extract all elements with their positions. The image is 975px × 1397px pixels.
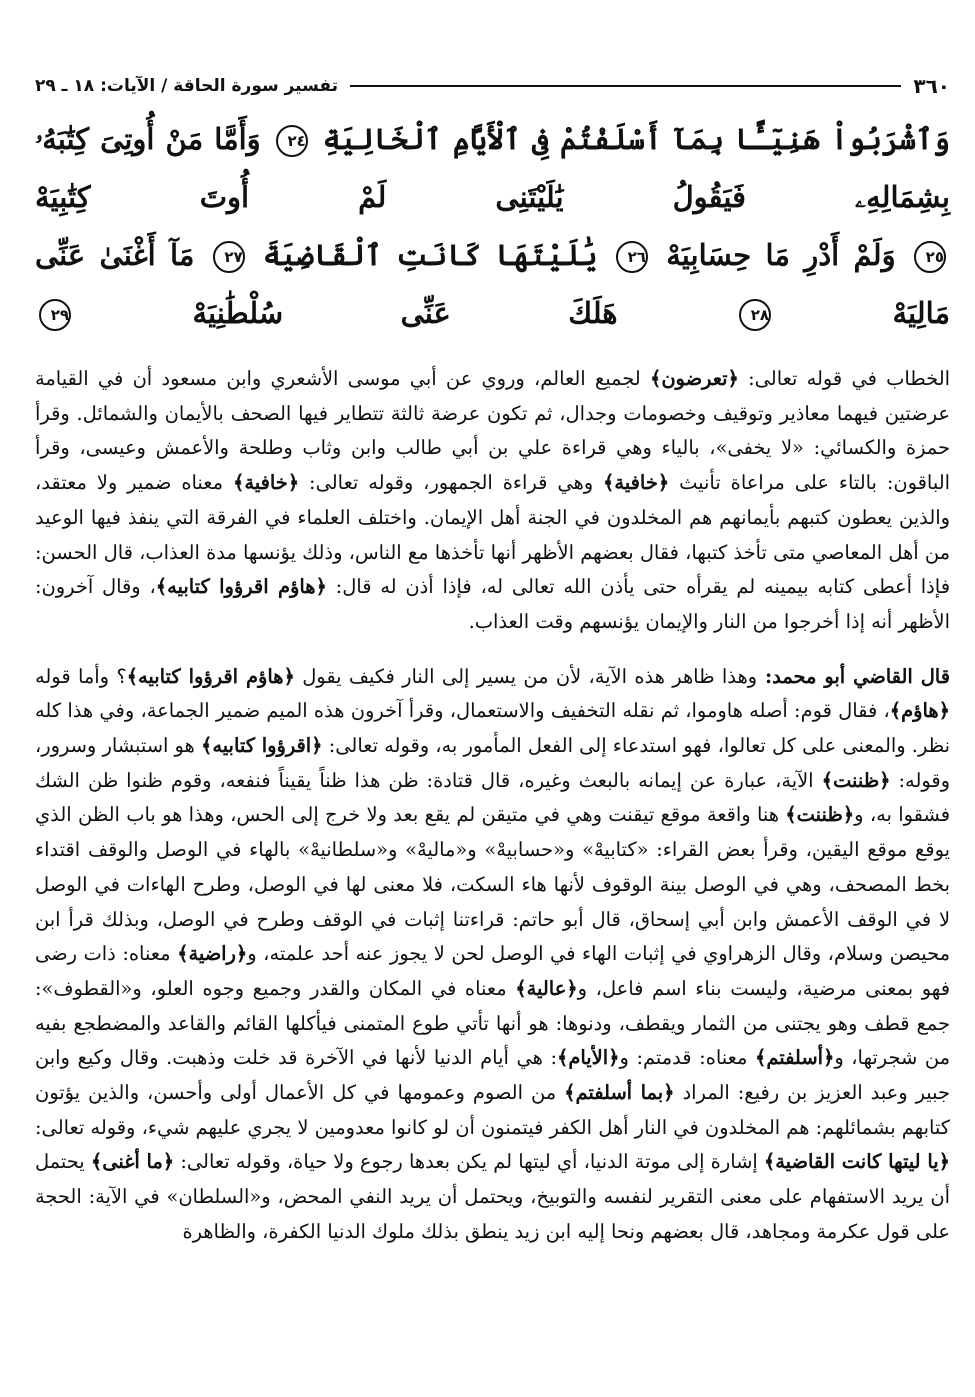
quoted-term: ﴿هاؤم اقرؤوا كتابيه﴾ bbox=[126, 664, 295, 688]
paragraph-text: الآية، عبارة عن إيمانه بالبعث وغيره، قال قتادة: ظن هذا ظناً يقيناً فنفعه، وقوم ظنوا ظن الشك فشقوا به، و bbox=[35, 768, 950, 827]
paragraph-text: ؟ وأما قوله bbox=[35, 664, 127, 688]
commentary-paragraph bbox=[35, 660, 950, 1250]
quoted-term: ﴿خافية﴾ bbox=[232, 471, 300, 495]
paragraph-text: معناه: قدمتم: و bbox=[619, 1046, 755, 1070]
paragraph-text: يحتمل أن يريد الاستفهام على معنى التقرير لنفسه والتوبيخ، ويحتمل أن يريد النفي المحض، و«السلطان» في الآية: الحجة على قول عكرمة ومجاهد، قال بعضهم ونحا إليه ابن زيد ينطق بذلك ملوك الدنيا الكفرة، والظاهرة bbox=[35, 1150, 950, 1243]
verse-text: وَأَمَّا مَنْ أُوتِىَ كِتَٰبَهُۥ بِشِمَالِهِۦ فَيَقُولُ يَٰلَيْتَنِى لَمْ أُوتَ كِتَٰبِيَهْ bbox=[35, 122, 950, 214]
paragraph-text: وهذا ظاهر هذه الآية، لأن من يسير إلى النار فكيف يقول bbox=[294, 664, 758, 688]
paragraph-text: من الصوم وعمومها في كل الأعمال أولى وأحسن، والذين يؤتون كتابهم بشمائلهم: هم المخلدون في النار أهل الكفر فيتمنون أن لو كانوا معدومين لا يجري عليهم شيء، وقوله تعالى: bbox=[35, 1081, 950, 1139]
paragraph-text: هو استبشار وسرور، وقوله: bbox=[35, 734, 951, 792]
paragraph-text: : هي أيام الدنيا لأنها في الآخرة قد خلت وذهبت. وقال وكيع وابن جبير وعبد العزيز بن رفيع: المراد bbox=[35, 1046, 950, 1105]
paragraph-text: إشارة إلى موتة الدنيا، أي ليتها لم يكن بعدها رجوع ولا حياة، وقوله تعالى: bbox=[174, 1150, 764, 1174]
quoted-term: ﴿راضية﴾ bbox=[177, 942, 248, 966]
quoted-term: قال القاضي أبو محمد: bbox=[757, 664, 950, 688]
verse-number-marker: ٢٤ bbox=[276, 125, 308, 157]
quoted-term: ﴿عالية﴾ bbox=[515, 976, 578, 1000]
quoted-term: ﴿هاؤم اقرؤوا كتابيه﴾ bbox=[155, 575, 327, 599]
paragraph-text: ، فقال قوم: أصله هاوموا، ثم نقله التخفيف والاستعمال، وقرأ آخرون هذه الميم ضمير الجماعة، وفي هذا كله نظر. والمعنى على كل تعالوا، فهو استدعاء إلى الفعل المأمور به، وقوله تعالى: bbox=[35, 699, 950, 758]
verse-text: وَلَمْ أَدْرِ مَا حِسَابِيَهْ bbox=[666, 238, 896, 272]
verse-text: هَلَكَ عَنِّى سُلْطَٰنِيَهْ bbox=[192, 296, 618, 330]
verse-number-marker: ٢٧ bbox=[213, 241, 245, 273]
paragraph-text: ، وقال آخرون: الأظهر أنه إذا أخرجوا من النار والإيمان يؤنسهم وقت العذاب. bbox=[35, 575, 950, 633]
verse-number-marker: ٢٨ bbox=[739, 299, 771, 331]
quoted-term: ﴿بما أسلفتم﴾ bbox=[564, 1081, 675, 1105]
paragraph-text: معناه ضمير ولا معتقد، والذين يعطون كتبهم بأيمانهم هم المخلدون في الجنة أهل الإيمان. واختلف العلماء في الفرقة التي ينفذ فيها الوعيد من أهل المعاصي متى تأخذ كتبها، فقال بعضهم الأظهر أنها تأخذها مع الناس، وذلك يؤنسها مدة العذاب، قال الحسن: فإذا أعطى كتابه بيمينه لم يقرأه حتى يأذن الله تعالى له، فإذا أذن له قال: bbox=[35, 471, 950, 599]
verse-text: مَآ أَغْنَىٰ عَنِّى مَالِيَهْ bbox=[35, 238, 950, 330]
quoted-term: ﴿يا ليتها كانت القاضية﴾ bbox=[763, 1150, 950, 1174]
verse-line-2 bbox=[35, 226, 950, 342]
verse-text: وَٱشْرَبُواْ هَنِيٓـًٔا بِمَآ أَسْلَفْتُمْ فِى ٱلْأَيَّامِ ٱلْخَالِيَةِ bbox=[322, 122, 950, 156]
quoted-term: ﴿تعرضون﴾ bbox=[649, 367, 739, 390]
quoted-term: ﴿ما أغنى﴾ bbox=[90, 1150, 175, 1174]
paragraph-text: لجميع العالم، وروي عن أبي موسى الأشعري وابن مسعود أن في القيامة عرضتين فيهما معاذير وتوقيف وخصومات وجدال، ثم تكون عرضة ثالثة تتطاير فيها الصحف بالأيمان والشمائل. وقرأ حمزة والكسائي: «لا يخفى»، بالياء وهي قراءة علي بن أبي طالب وابن وثاب وطلحة والأعمش وعيسى، وقرأ الباقون: بالتاء على مراعاة تأنيث bbox=[35, 367, 950, 495]
paragraph-text: الخطاب في قوله تعالى: bbox=[738, 367, 950, 390]
quoted-term: ﴿هاؤم﴾ bbox=[889, 699, 950, 723]
quoted-term: ﴿ظننت﴾ bbox=[785, 803, 855, 827]
running-title: تفسير سورة الحاقة / الآيات: ١٨ ـ ٢٩ bbox=[35, 76, 339, 96]
page bbox=[35, 70, 950, 1270]
paragraph-text: معناه: ذات رضى فهو بمعنى مرضية، وليست بناء اسم فاعل، و bbox=[35, 942, 950, 1000]
header-rule bbox=[350, 85, 901, 87]
verse-number-marker: ٢٩ bbox=[39, 299, 71, 331]
quoted-term: ﴿اقرؤوا كتابيه﴾ bbox=[200, 734, 323, 758]
paragraph-text: وهي قراءة الجمهور، وقوله تعالى: bbox=[299, 471, 604, 495]
verse-line-1 bbox=[35, 110, 950, 226]
paragraph-text: هنا واقعة موقع تيقنت وهي في متيقن لم يقع بعد ولا خرج إلى الحس، وهذا هو باب الظن الذي يوقع موقع اليقين، وقرأ بعض القراء: «كتابيهْ» و«حسابيهْ» و«ماليهْ» و«سلطانيهْ» بالهاء في الوصل والوقف اقتداء بخط المصحف، وهي في الوصل بينة الوقوف لأنها هاء السكت، فلا معنى لها في الوصل، وطرح الهاءات في الوصل لا في الوقف الأعمش وابن أبي إسحاق، قال أبو حاتم: قراءتنا إثبات في الوقف وطرح في الوصل، وبذلك قرأ ابن محيصن وسلام، وقال الزهراوي في إثبات الهاء في الوصل لحن لا يجوز عنه أحد علمته، و bbox=[35, 803, 951, 966]
page-number: ٣٦٠ bbox=[913, 74, 950, 98]
verse-number-marker: ٢٥ bbox=[914, 241, 946, 273]
verse-text: يَٰلَيْتَهَا كَانَتِ ٱلْقَاضِيَةَ bbox=[263, 238, 598, 272]
page-header bbox=[35, 70, 950, 102]
quoted-term: ﴿الأيام﴾ bbox=[557, 1046, 620, 1070]
quoted-term: ﴿أسلفتم﴾ bbox=[754, 1046, 835, 1070]
quoted-term: ﴿ظننت﴾ bbox=[821, 768, 891, 792]
quran-verses bbox=[35, 110, 950, 342]
commentary-paragraph bbox=[35, 362, 950, 640]
paragraph-text: معناه في المكان والقدر وجميع وجوه العلو، و«القطوف»: جمع قطف وهو يجتنى من الثمار ويقطف، ودنوها: هو أنها تأتي طوع المتمنى فيأكلها القائم والقاعد والمضطجع بفيه من شجرتها، و bbox=[35, 976, 951, 1070]
quoted-term: ﴿خافية﴾ bbox=[603, 471, 670, 495]
commentary-body bbox=[35, 362, 950, 1250]
verse-number-marker: ٢٦ bbox=[616, 241, 648, 273]
